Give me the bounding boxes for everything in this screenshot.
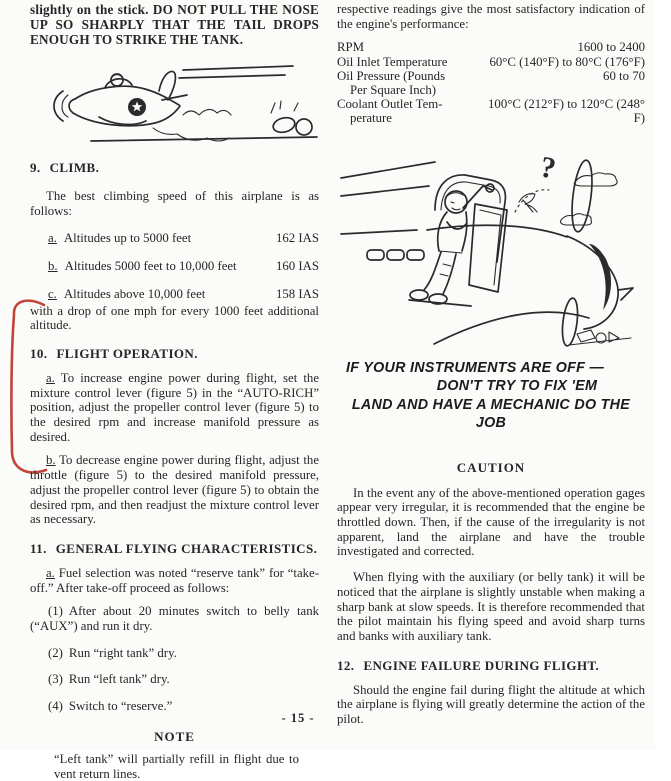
climb-item-c [30,287,319,302]
note-heading: NOTE [154,728,195,744]
row-label: RPM [337,40,365,55]
para-b-prefix: b. [46,453,56,468]
pilot-cockpit-cartoon [339,138,643,350]
section-11-heading [30,541,319,557]
climb-item-c-text: Altitudes above 10,000 feet [63,286,206,301]
section-11-title: GENERAL FLYING CHARACTERISTICS. [55,540,318,556]
climb-footnote: with a drop of one mph for every 1000 feet additional altitude. [30,303,319,333]
takeoff-airplane-cartoon [33,55,317,147]
fuel-step-1 [30,604,319,633]
table-row-rpm [337,40,645,54]
fuel-step-3-text: Run “left tank” dry. [68,672,170,687]
climb-item-b-value: 160 IAS [275,259,319,274]
note-text: “Left tank” will partially refill in flight due to vent return lines. [54,751,299,781]
row-value: 1600 to 2400 [577,40,645,55]
slogan-line-1: IF YOUR INSTRUMENTS ARE OFF — [345,359,605,376]
question-mark-annotation: ? [537,150,559,186]
fuel-step-2 [30,646,319,661]
slogan-line-2: DON'T TRY TO FIX 'EM [436,378,598,395]
row-label: Oil Pressure (Pounds Per Square Inch) [337,68,446,98]
section-9-number: 9. [30,160,41,175]
fuel-para-prefix: a. [46,565,55,580]
climb-item-a-value: 162 IAS [275,231,319,246]
climb-intro: The best climbing speed of this airplane is as follows: [30,189,319,218]
flight-op-para-b [30,453,319,527]
para-a-text: To increase engine power during flight, set the mixture control lever (figure 5) in the “AUTO-RICH” position, adjust the propeller control lever (figure 5) to the desired rpm and increase manifold pressure as desired. [30,370,320,444]
flight-op-para-a [30,371,319,445]
row-label: Coolant Outlet Tem- perature [337,97,443,126]
fuel-step-3 [30,672,319,687]
climb-item-b [30,259,319,274]
climb-item-a-text: Altitudes up to 5000 feet [63,231,192,246]
climb-item-c-value: 158 IAS [275,286,319,301]
slogan-block [337,359,645,433]
engine-readings-intro: respective readings give the most satisfactory indication of the engine's performance: [337,2,645,31]
section-10-title: FLIGHT OPERATION. [56,345,198,361]
fuel-step-2-prefix: (2) [48,645,63,660]
section-12-number: 12. [337,657,355,673]
caution-heading: CAUTION [456,459,526,475]
warning-paragraph: slightly on the stick. DO NOT PULL THE NOSE UP SO SHARPLY THAT THE TAIL DROPS ENOUGH TO STRIKE THE TANK. [30,2,319,47]
section-12-heading [337,658,645,674]
table-row-coolant-temp [337,97,645,125]
fuel-step-1-prefix: (1) [48,604,63,619]
climb-item-a [30,231,319,246]
climb-item-b-text: Altitudes 5000 feet to 10,000 feet [64,259,237,274]
fuel-step-1-text: After about 20 minutes switch to belly tank (“AUX”) and run it dry. [30,604,319,634]
caution-paragraph: In the event any of the above-mentioned operation gages appear very irregular, it is recommended that the engine be throttled down. Then, if the cause of the irregularity is not apparent, land the airplane and have the trouble investigated and corrected. [337,485,645,559]
climb-item-c-prefix: c. [48,286,57,301]
fuel-step-2-text: Run “right tank” dry. [68,645,177,660]
engine-limits-table [337,40,645,125]
section-10-number: 10. [30,345,48,361]
belly-tank-paragraph: When flying with the auxiliary (or belly tank) it will be noticed that the airplane is slightly unstable when making a sharp bank at slow speeds. It is therefore recommended that the pilot maintain his flying speed and avoid sharp turns and banks with auxiliary tank. [337,570,645,643]
fuel-step-4-text: Switch to “reserve.” [68,699,173,714]
table-row-oil-pressure [337,69,645,97]
table-row-oil-inlet-temp [337,55,645,69]
slogan-line-3: LAND AND HAVE A MECHANIC DO THE JOB [351,396,631,432]
fuel-para-text: Fuel selection was noted “reserve tank” for “take-off.” After take-off proceed as follows: [30,565,319,595]
fuel-step-4-prefix: (4) [48,699,63,714]
row-value: 60°C (140°F) to 80°C (176°F) [489,54,645,69]
row-label: Oil Inlet Temperature [337,54,448,69]
fuel-selection-para [30,566,319,595]
page-number: - 15 - [281,711,315,725]
right-column [337,2,645,727]
climb-item-a-prefix: a. [48,231,57,246]
engine-failure-paragraph: Should the engine fail during flight the altitude at which the airplane is flying will greatly determine the action of the pilot. [337,682,645,727]
section-9-heading [30,160,319,176]
section-12-title: ENGINE FAILURE DURING FLIGHT. [363,657,600,673]
row-value: 60 to 70 [603,68,645,83]
left-column [30,2,319,781]
para-a-prefix: a. [46,370,55,385]
section-10-heading [30,346,319,362]
section-9-title: CLIMB. [49,160,100,175]
section-11-number: 11. [30,540,47,556]
fuel-step-3-prefix: (3) [48,672,63,687]
row-value: 100°C (212°F) to 120°C (248° F) [488,97,645,126]
para-b-text: To decrease engine power during flight, adjust the throttle (figure 5) to the desired manifold pressure, adjust the propeller control lever (figure 5) to obtain the desired rpm, and then readjust the mixture control lever as necessary. [30,453,320,527]
climb-item-b-prefix: b. [48,259,58,274]
